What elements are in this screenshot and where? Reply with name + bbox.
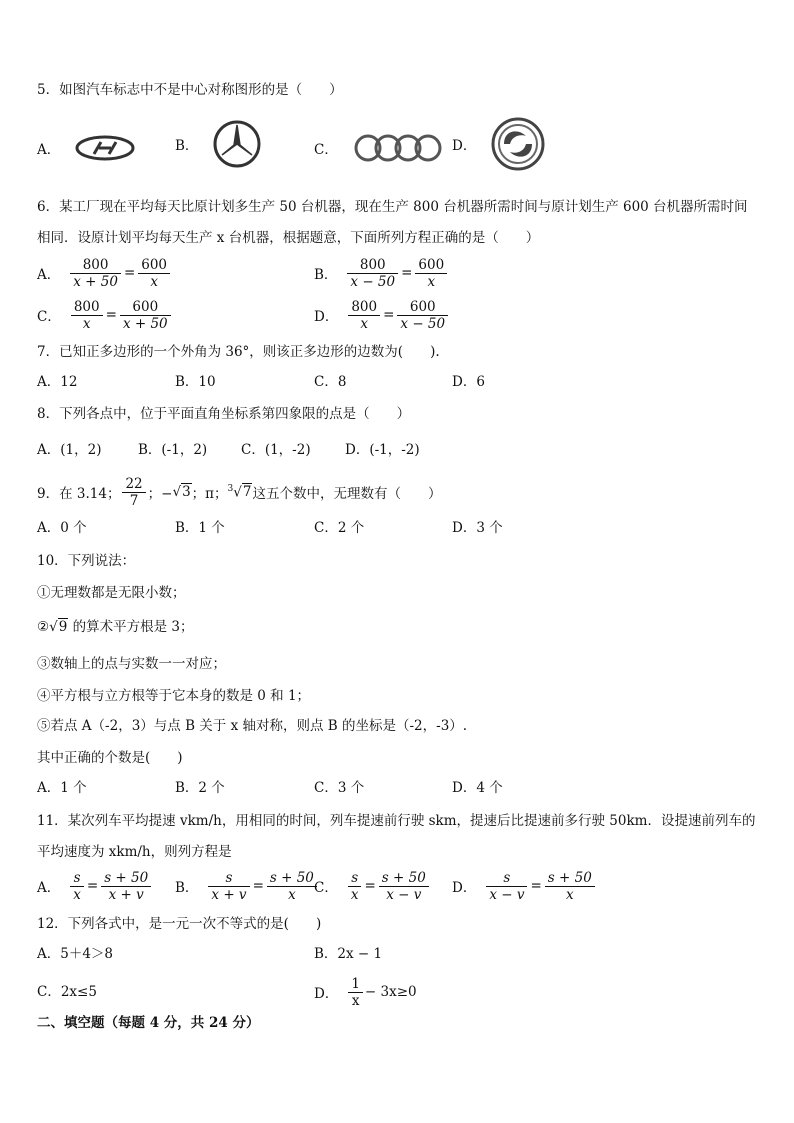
q6-stem-line2: 相同．设原计划平均每天生产 x 台机器，根据题意，下面所列方程正确的是（ ） — [37, 230, 540, 246]
section-heading: 二、填空题（每题 4 分，共 24 分） — [37, 1015, 260, 1031]
option-label: A． — [37, 880, 61, 896]
equals-sign: = — [252, 878, 264, 894]
fraction: $\frac{800}{x + 50}$ — [70, 257, 121, 290]
q10-item-3: ③数轴上的点与实数一一对应； — [37, 656, 226, 672]
option-label: B． — [175, 880, 199, 896]
q9-text: 9．在 3.14； — [37, 486, 121, 502]
q12-text: − 3x≥0 — [364, 984, 417, 1000]
q12-option-b[interactable]: B．2x − 1 — [314, 946, 383, 962]
hyundai-logo-icon — [74, 132, 136, 164]
q7-stem: 7．已知正多边形的一个外角为 36°，则该正多边形的边数为( ). — [37, 344, 440, 360]
q7-option-a[interactable]: A．12 — [37, 374, 78, 390]
q10-item-5: ⑤若点 A（-2，3）与点 B 关于 x 轴对称，则点 B 的坐标是（-2，-3）. — [37, 718, 468, 734]
option-label: D． — [314, 986, 339, 1002]
q8-stem: 8．下列各点中，位于平面直角坐标系第四象限的点是（ ） — [37, 406, 411, 422]
q9-option-b[interactable]: B．1 个 — [175, 520, 225, 536]
option-label: D． — [452, 138, 477, 154]
q11-option-b[interactable] — [175, 866, 319, 906]
q11-option-c[interactable] — [314, 866, 431, 906]
fraction: $\frac{s}{x + v}$ — [208, 870, 249, 903]
q6-option-a[interactable] — [37, 253, 172, 293]
q8-option-a[interactable]: A．(1，2) — [37, 442, 102, 458]
fraction: $\frac{1}{x}$ — [348, 976, 363, 1009]
q9-text: ；π； — [191, 486, 228, 502]
q6-stem-line1: 6．某工厂现在平均每天比原计划多生产 50 台机器，现在生产 800 台机器所需时间与原计划生产 600 台机器所需时间 — [37, 199, 748, 215]
fraction: $\frac{600}{x + 50}$ — [120, 299, 171, 332]
q5-option-d[interactable] — [452, 124, 546, 164]
equals-sign: = — [105, 307, 117, 323]
fraction: $\frac{600}{x}$ — [415, 257, 447, 290]
fraction: $\frac{s}{x}$ — [70, 870, 84, 903]
q11-stem-line2: 平均速度为 xkm/h，则列方程是 — [37, 844, 232, 860]
sqrt-symbol: √9 — [49, 619, 68, 635]
q5-option-a[interactable] — [37, 128, 136, 168]
audi-logo-icon — [352, 132, 444, 164]
q12-option-d[interactable] — [314, 972, 417, 1012]
equals-sign: = — [123, 265, 136, 281]
q10-item-2 — [37, 617, 193, 637]
fraction: $\frac{s + 50}{x}$ — [267, 870, 317, 903]
option-label: A． — [37, 142, 61, 158]
q8-option-d[interactable]: D．(-1，-2) — [345, 442, 420, 458]
q11-stem-line1: 11．某次列车平均提速 vkm/h，用相同的时间，列车提速前行驶 skm，提速后比提速前多行驶 50km．设提速前列车的 — [37, 813, 756, 829]
fraction: $\frac{s + 50}{x}$ — [545, 870, 595, 903]
q6-option-b[interactable] — [314, 253, 449, 293]
equals-sign: = — [383, 307, 395, 323]
q11-option-a[interactable] — [37, 866, 153, 906]
q10-text: 的算术平方根是 3； — [68, 619, 194, 635]
q10-option-d[interactable]: D．4 个 — [452, 780, 503, 796]
q10-option-c[interactable]: C．3 个 — [314, 780, 365, 796]
option-label: C． — [314, 880, 338, 896]
fraction: $\frac{800}{x}$ — [71, 299, 103, 332]
q12-option-a[interactable]: A．5＋4＞8 — [37, 946, 114, 962]
q10-stem: 10．下列说法： — [37, 553, 136, 569]
q6-option-c[interactable] — [37, 295, 173, 335]
fraction: $\frac{s + 50}{x - v}$ — [379, 870, 429, 903]
equals-sign: = — [401, 265, 413, 281]
option-label: A． — [37, 267, 61, 283]
fraction: $\frac{600}{x - 50}$ — [397, 299, 448, 332]
option-label: B． — [175, 138, 199, 154]
fraction: $\frac{22}{7}$ — [122, 476, 145, 509]
q5-option-b[interactable] — [175, 124, 262, 164]
q9-stem — [37, 472, 441, 512]
option-label: D． — [452, 880, 477, 896]
equals-sign: = — [86, 878, 99, 894]
q10-option-a[interactable]: A．1 个 — [37, 780, 87, 796]
q9-option-d[interactable]: D．3 个 — [452, 520, 503, 536]
equals-sign: = — [530, 878, 542, 894]
q7-option-c[interactable]: C．8 — [314, 374, 347, 390]
equals-sign: = — [364, 878, 376, 894]
q9-text: ；− — [147, 486, 173, 502]
fraction: $\frac{800}{x - 50}$ — [347, 257, 398, 290]
q10-text: ② — [37, 619, 50, 635]
fraction: $\frac{600}{x}$ — [138, 257, 170, 290]
q12-stem: 12．下列各式中，是一元一次不等式的是( ) — [37, 916, 322, 932]
q10-item-4: ④平方根与立方根等于它本身的数是 0 和 1； — [37, 688, 311, 704]
q5-option-c[interactable] — [314, 128, 444, 168]
fraction: $\frac{s}{x}$ — [348, 870, 362, 903]
cube-root-symbol: $^3$√7 — [227, 483, 252, 501]
dongfeng-logo-icon — [490, 116, 546, 172]
q8-option-c[interactable]: C．(1，-2) — [241, 442, 311, 458]
q10-ask: 其中正确的个数是( ) — [37, 750, 183, 766]
mercedes-logo-icon — [212, 119, 262, 169]
q5-stem: 5．如图汽车标志中不是中心对称图形的是（ ） — [37, 82, 343, 98]
option-label: C． — [314, 142, 338, 158]
q8-option-b[interactable]: B．(-1，2) — [138, 442, 208, 458]
fraction: $\frac{800}{x}$ — [348, 299, 380, 332]
q9-option-c[interactable]: C．2 个 — [314, 520, 365, 536]
option-label: D． — [314, 309, 339, 325]
q10-option-b[interactable]: B．2 个 — [175, 780, 225, 796]
q7-option-b[interactable]: B．10 — [175, 374, 216, 390]
q12-option-c[interactable]: C．2x≤5 — [37, 984, 97, 1000]
q11-option-d[interactable] — [452, 866, 597, 906]
sqrt-symbol: √3 — [172, 484, 191, 500]
q10-item-1: ①无理数都是无限小数； — [37, 585, 186, 601]
option-label: C． — [37, 309, 61, 325]
q6-option-d[interactable] — [314, 295, 450, 335]
option-label: B． — [314, 267, 338, 283]
q7-option-d[interactable]: D．6 — [452, 374, 485, 390]
fraction: $\frac{s + 50}{x + v}$ — [101, 870, 151, 903]
fraction: $\frac{s}{x - v}$ — [486, 870, 527, 903]
q9-option-a[interactable]: A．0 个 — [37, 520, 87, 536]
q9-text: 这五个数中，无理数有（ ） — [252, 486, 442, 502]
